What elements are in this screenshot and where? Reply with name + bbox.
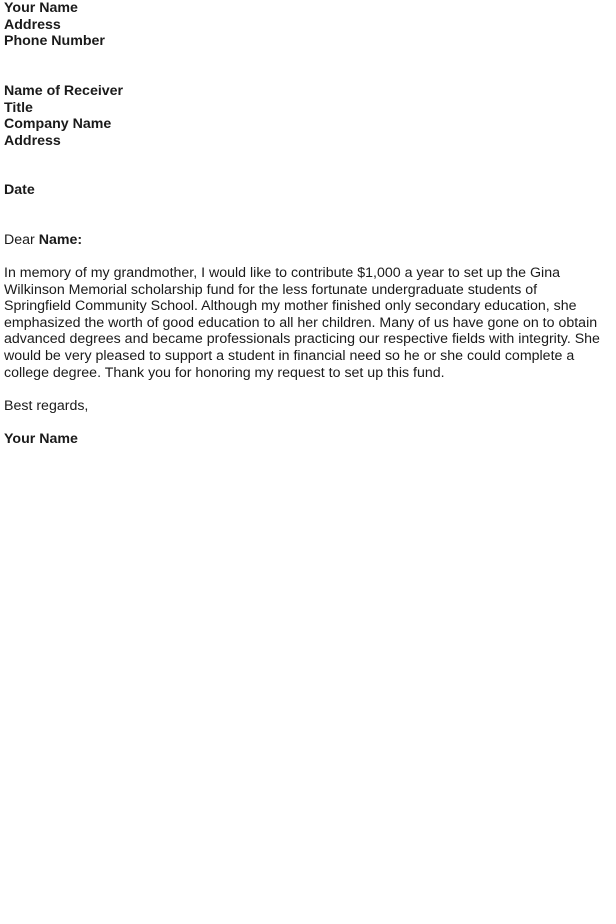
sender-phone: Phone Number (4, 33, 105, 50)
receiver-block (4, 83, 123, 149)
sender-block (4, 0, 105, 50)
body-line: Wilkinson Memorial scholarship fund for the less fortunate undergraduate students of (4, 281, 538, 298)
receiver-name: Name of Receiver (4, 83, 124, 99)
signature: Your Name (4, 431, 78, 447)
body-line: advanced degrees and became professionals practicing our respective fields with integrity. She (4, 331, 600, 348)
closing: Best regards, (4, 398, 89, 414)
sender-name: Your Name (4, 0, 78, 16)
letter-date: Date (4, 182, 35, 198)
body-line: Springfield Community School. Although my mother finished only secondary education, she (4, 298, 577, 315)
salutation-greeting: Dear (4, 232, 39, 248)
body-line: college degree. Thank you for honoring my request to set up this fund. (4, 364, 445, 381)
sender-address: Address (4, 16, 61, 33)
salutation-name: Name: (38, 232, 83, 248)
salutation (4, 232, 82, 249)
receiver-company: Company Name (4, 116, 112, 133)
body-line: In memory of my grandmother, I would like to contribute $1,000 a year to set up the Gina (4, 265, 560, 281)
body-line: emphasized the worth of good education to all her children. Many of us have gone on to obtain (4, 314, 598, 331)
body-line: would be very pleased to support a student in financial need so he or she could complete a (4, 347, 575, 364)
receiver-address: Address (4, 132, 61, 149)
receiver-title: Title (4, 99, 33, 116)
letter-body (4, 265, 610, 381)
